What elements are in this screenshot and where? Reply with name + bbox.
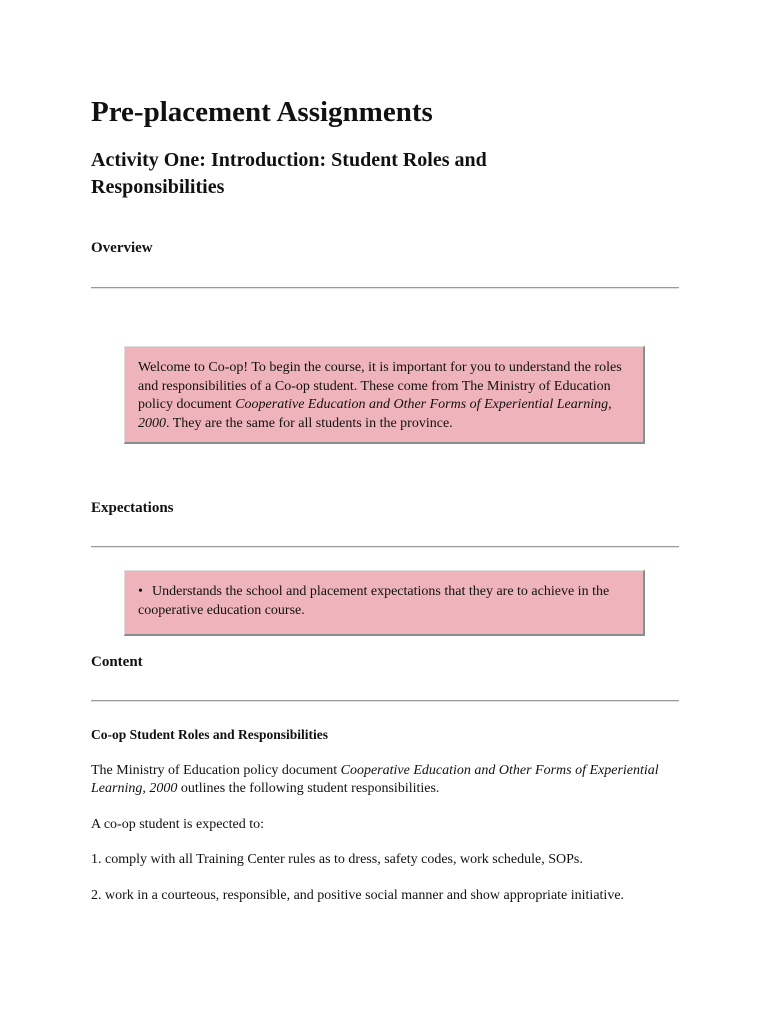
- expectation-item: Understands the school and placement expectations that they are to achieve in the cooperative education course.: [138, 584, 610, 618]
- expectations-divider: [91, 546, 679, 548]
- intro-text-end: outlines the following student responsibilities.: [177, 781, 440, 796]
- roles-subheading: Co-op Student Roles and Responsibilities: [91, 727, 329, 742]
- expected-line: A co-op student is expected to:: [91, 817, 265, 832]
- intro-paragraph: [91, 762, 681, 798]
- page-title: Pre-placement Assignments: [91, 96, 433, 128]
- overview-heading: Overview: [91, 240, 153, 256]
- content-heading: Content: [91, 654, 143, 670]
- policy-document-title: Cooperative Education and Other Forms of Experiential Learning, 2000: [138, 397, 612, 431]
- intro-document-title: Cooperative Education and Other Forms of Experiential Learning, 2000: [91, 763, 659, 796]
- overview-text-start: Welcome to Co-op! To begin the course, it is important for you to understand the roles and responsibilities of a Co-op student. These come from The Ministry of Education policy document: [138, 360, 622, 412]
- activity-heading: Activity One: Introduction: Student Roles and Responsibilities: [91, 149, 487, 198]
- expectations-heading: Expectations: [91, 500, 174, 516]
- overview-callout-box: [124, 346, 645, 444]
- content-divider: [91, 700, 679, 702]
- list-item-1: 1. comply with all Training Center rules as to dress, safety codes, work schedule, SOPs.: [91, 852, 583, 867]
- intro-text-start: The Ministry of Education policy document: [91, 763, 341, 778]
- list-item-2: 2. work in a courteous, responsible, and positive social manner and show appropriate initiative.: [91, 888, 625, 903]
- overview-divider: [91, 287, 679, 289]
- overview-text-end: . They are the same for all students in the province.: [166, 415, 453, 431]
- expectations-callout-box: [124, 570, 645, 636]
- bullet-icon: •: [138, 584, 143, 599]
